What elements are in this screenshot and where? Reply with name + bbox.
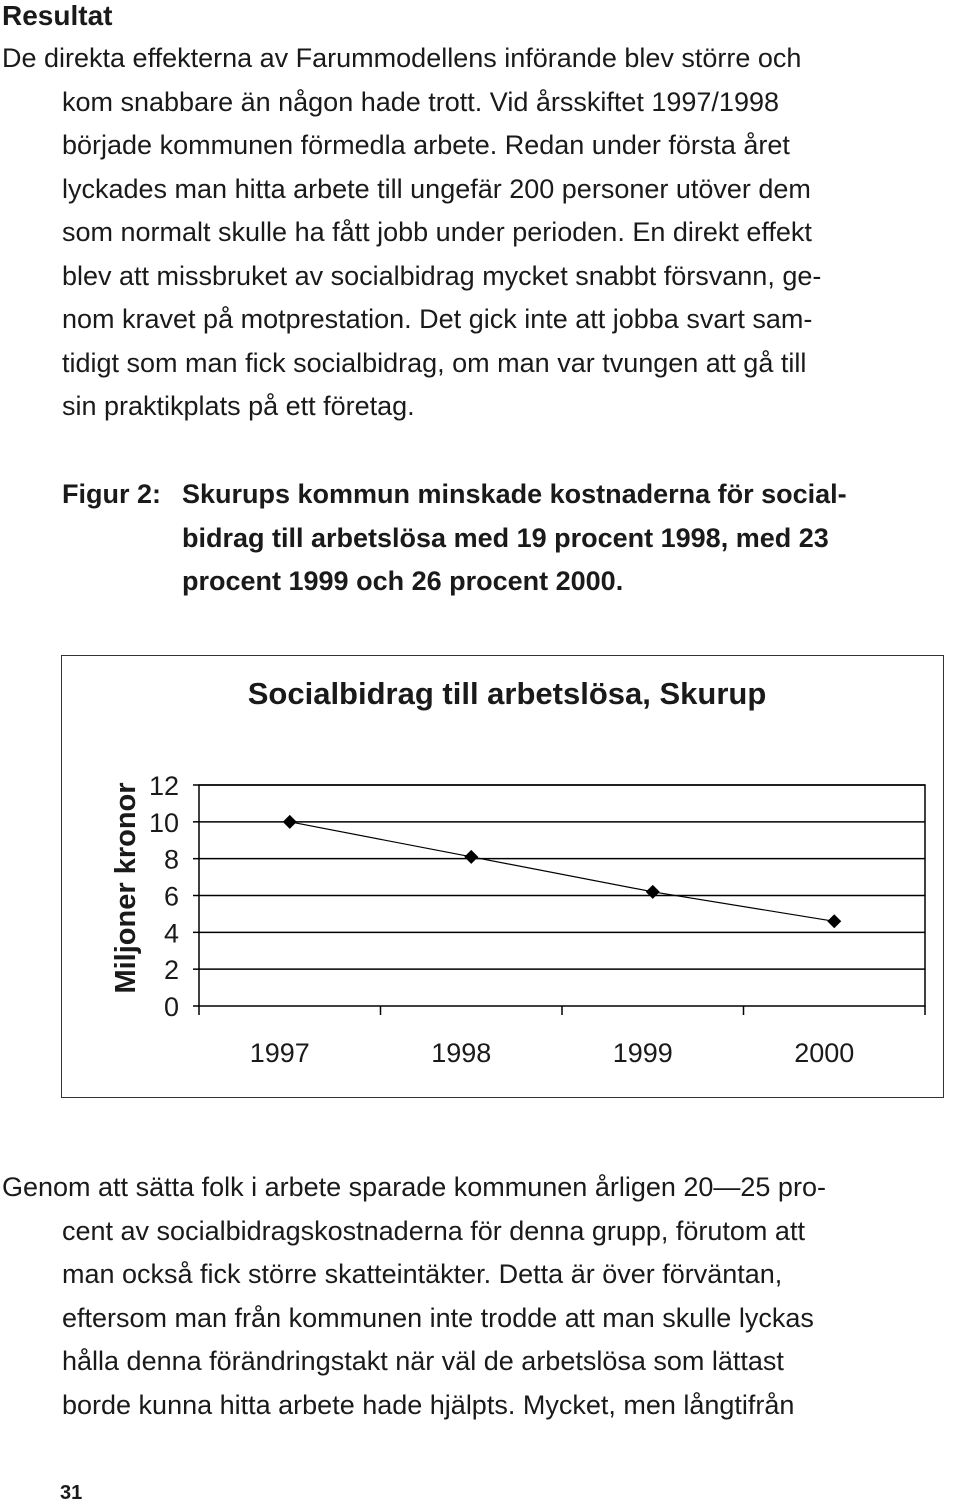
x-tick-label: 1997 <box>249 1038 310 1068</box>
paragraph-line: sin praktikplats på ett företag. <box>62 391 415 421</box>
x-tick-label: 2000 <box>794 1038 855 1068</box>
page-number: 31 <box>60 1482 83 1504</box>
paragraph-line: borde kunna hitta arbete hade hjälpts. Mycket, men långtifrån <box>62 1389 795 1420</box>
series-line <box>290 822 835 921</box>
data-point-marker <box>646 885 660 899</box>
y-tick-label: 8 <box>163 844 179 875</box>
plot-area <box>149 771 925 1068</box>
paragraph-savings <box>2 1166 956 1427</box>
data-point-marker <box>283 815 297 829</box>
paragraph-line: man också fick större skatteintäkter. Detta är över förväntan, <box>62 1259 783 1289</box>
paragraph-line: lyckades man hitta arbete till ungefär 200 personer utöver dem <box>62 173 811 204</box>
section-heading: Resultat <box>2 0 113 31</box>
paragraph-line: De direkta effekterna av Farummodellens införande blev större och <box>2 43 802 73</box>
chart-title: Socialbidrag till arbetslösa, Skurup <box>247 676 767 711</box>
y-tick-label: 2 <box>163 955 179 986</box>
data-point-marker <box>464 850 478 864</box>
paragraph-line: blev att missbruket av socialbidrag mycket snabbt försvann, ge- <box>62 260 822 291</box>
figure-caption-line: Skurups kommun minskade kostnaderna för social- <box>182 479 847 509</box>
paragraph-line: tidigt som man fick socialbidrag, om man var tvungen att gå till <box>62 347 807 378</box>
paragraph-results <box>2 37 956 429</box>
y-tick-label: 0 <box>163 992 179 1022</box>
paragraph-line: cent av socialbidragskostnaderna för denna grupp, förutom att <box>62 1215 805 1246</box>
y-tick-label: 10 <box>148 807 179 838</box>
y-axis-label: Miljoner kronor <box>110 782 142 994</box>
paragraph-line: eftersom man från kommunen inte trodde att man skulle lyckas <box>62 1302 814 1333</box>
paragraph-line: började kommunen förmedla arbete. Redan under första året <box>62 130 790 160</box>
paragraph-line: som normalt skulle ha fått jobb under perioden. En direkt effekt <box>62 217 812 247</box>
figure-caption-line: procent 1999 och 26 procent 2000. <box>182 566 624 596</box>
paragraph-line: kom snabbare än någon hade trott. Vid årsskiftet 1997/1998 <box>62 86 779 117</box>
y-tick-label: 4 <box>163 918 179 949</box>
paragraph-line: nom kravet på motprestation. Det gick inte att jobba svart sam- <box>62 304 813 334</box>
figure-caption <box>62 473 956 604</box>
figure-caption-line: bidrag till arbetslösa med 19 procent 1998, med 23 <box>182 522 829 553</box>
x-tick-label: 1999 <box>612 1038 673 1068</box>
y-tick-label: 6 <box>163 881 179 912</box>
figure-label: Figur 2: <box>62 479 161 509</box>
y-tick-label: 12 <box>148 771 179 801</box>
data-point-marker <box>827 914 841 928</box>
paragraph-line: hålla denna förändringstakt när väl de arbetslösa som lättast <box>62 1346 784 1376</box>
line-chart <box>61 655 944 1098</box>
x-tick-label: 1998 <box>431 1038 492 1068</box>
paragraph-line: Genom att sätta folk i arbete sparade kommunen årligen 20—25 pro- <box>2 1172 826 1202</box>
